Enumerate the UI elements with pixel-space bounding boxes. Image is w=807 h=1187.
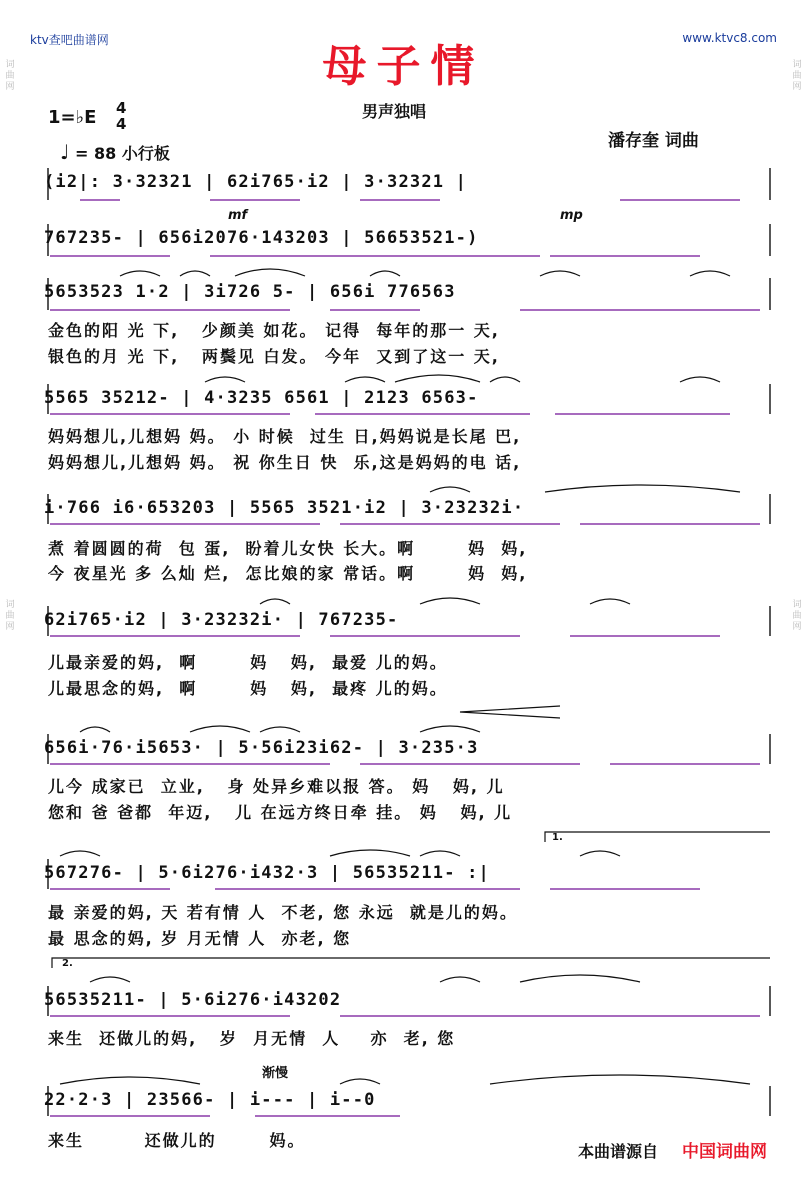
volta-first: 1. bbox=[552, 832, 563, 843]
source-label: 本曲谱源自 bbox=[578, 1142, 659, 1161]
lyric-line-4b: 妈妈想儿,儿想妈 妈。 祝 你生日 快 乐,这是妈妈的电 话, bbox=[48, 453, 522, 472]
lyric-line-8a: 最 亲爱的妈, 天 若有情 人 不老, 您 永远 就是儿的妈。 bbox=[48, 903, 518, 922]
side-watermark: 词曲网 bbox=[792, 60, 802, 92]
side-watermark: 词曲网 bbox=[5, 60, 15, 92]
lyric-line-3b: 银色的月 光 下, 两鬓见 白发。 今年 又到了这一 天, bbox=[48, 347, 500, 366]
score-line-8: 567276- | 5·6i276·i432·3 | 56535211- :| bbox=[44, 863, 490, 883]
volta-second: 2. bbox=[62, 958, 73, 969]
volta-brackets bbox=[52, 832, 770, 968]
dynamic-mp: mp bbox=[560, 208, 583, 223]
quarter-note-icon: ♩ bbox=[60, 140, 70, 164]
lyric-line-6b: 儿最思念的妈, 啊 妈 妈, 最疼 儿的妈。 bbox=[48, 679, 448, 698]
score-line-3: 5653523 1·2 | 3i726 5- | 656i 776563 bbox=[44, 282, 456, 302]
site-watermark-right: www.ktvc8.com bbox=[682, 31, 777, 45]
score-line-2: 767235- | 656i2076·143203 | 56653521-) bbox=[44, 228, 479, 248]
score-line-4: 5565 35212- | 4·3235 6561 | 2123 6563- bbox=[44, 388, 479, 408]
site-watermark-left: ktv查吧曲谱网 bbox=[30, 33, 109, 47]
side-watermark: 词曲网 bbox=[5, 600, 15, 632]
lyric-line-6a: 儿最亲爱的妈, 啊 妈 妈, 最爱 儿的妈。 bbox=[48, 653, 448, 672]
score-line-5: i·766 i6·653203 | 5565 3521·i2 | 3·23232i· bbox=[44, 498, 525, 518]
score-line-6: 62i765·i2 | 3·23232i· | 767235- bbox=[44, 610, 399, 630]
score-line-1: (i2|: 3·32321 | 62i765·i2 | 3·32321 | bbox=[44, 172, 468, 192]
lyric-line-5a: 煮 着圆圆的荷 包 蛋, 盼着儿女快 长大。啊 妈 妈, bbox=[48, 539, 528, 558]
song-title: 母子情 bbox=[322, 41, 485, 92]
ritardando-marking: 渐慢 bbox=[262, 1066, 289, 1081]
meter-top: 4 bbox=[116, 99, 127, 117]
lyric-line-5b: 今 夜星光 多 么灿 烂, 怎比娘的家 常话。啊 妈 妈, bbox=[48, 564, 528, 583]
author-credit: 潘存奎 词曲 bbox=[608, 131, 699, 151]
tempo-text: = 88 小行板 bbox=[75, 144, 170, 163]
score-line-9: 56535211- | 5·6i276·i43202 bbox=[44, 990, 342, 1010]
source-site: 中国词曲网 bbox=[682, 1142, 767, 1162]
lyric-line-3a: 金色的阳 光 下, 少颜美 如花。 记得 每年的那一 天, bbox=[48, 321, 500, 340]
crescendo-hairpin bbox=[460, 706, 560, 718]
side-watermark: 词曲网 bbox=[792, 600, 802, 632]
lyric-line-10: 来生 还做儿的 妈。 bbox=[48, 1131, 306, 1150]
lyric-line-7a: 儿今 成家已 立业, 身 处异乡难以报 答。 妈 妈, 儿 bbox=[48, 777, 505, 796]
beam-underlines bbox=[50, 200, 760, 1116]
key-signature: 1=♭E bbox=[48, 107, 97, 128]
lyric-line-9: 来生 还做儿的妈, 岁 月无情 人 亦 老, 您 bbox=[48, 1029, 456, 1048]
meter-bottom: 4 bbox=[116, 115, 127, 133]
slurs bbox=[60, 269, 750, 1084]
lyric-line-8b: 最 思念的妈, 岁 月无情 人 亦老, 您 bbox=[48, 929, 352, 948]
score-line-7: 656i·76·i5653· | 5·56i23i62- | 3·235·3 bbox=[44, 738, 479, 758]
score-line-10: 22·2·3 | 23566- | i--- | i--0 bbox=[44, 1090, 376, 1110]
lyric-line-7b: 您和 爸 爸都 年迈, 儿 在远方终日牵 挂。 妈 妈, 儿 bbox=[48, 803, 513, 822]
subtitle: 男声独唱 bbox=[362, 102, 427, 121]
lyric-line-4a: 妈妈想儿,儿想妈 妈。 小 时候 过生 日,妈妈说是长尾 巴, bbox=[48, 427, 522, 446]
dynamic-mf: mf bbox=[228, 208, 248, 223]
